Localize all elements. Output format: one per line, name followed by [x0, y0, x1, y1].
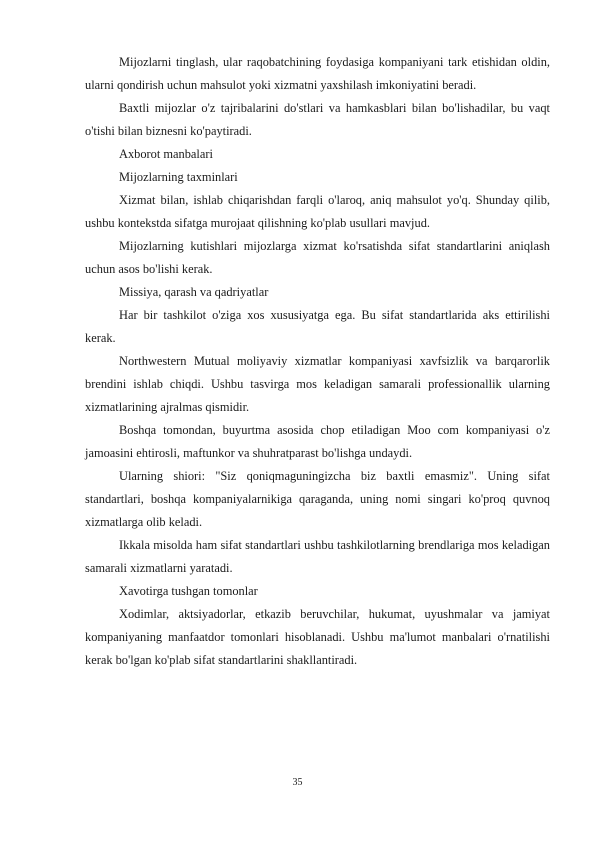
paragraph-8: Ularning shiori: "Siz qoniqmaguningizcha biz baxtli emasmiz". Uning sifat standartlari, boshqa kompaniyalarnikiga qaraganda, uning nomi singari ko'proq quvnoq xizmatlarga olib keladi. [85, 469, 550, 529]
document-body [85, 51, 550, 672]
heading-customer-expectations: Mijozlarning taxminlari [119, 170, 238, 184]
paragraph-4: Mijozlarning kutishlari mijozlarga xizmat ko'rsatishda sifat standartlarini aniqlash uchun asos bo'lishi kerak. [85, 239, 550, 276]
paragraph-6: Northwestern Mutual moliyaviy xizmatlar kompaniyasi xavfsizlik va barqarorlik brendini ishlab chiqdi. Ushbu tasvirga mos keladigan samarali professionallik ularning xizmatlarining ajralmas qismidir. [85, 354, 550, 414]
heading-stakeholders: Xavotirga tushgan tomonlar [119, 584, 258, 598]
paragraph-5: Har bir tashkilot o'ziga xos xususiyatga ega. Bu sifat standartlarida aks ettirilishi kerak. [85, 308, 550, 345]
heading-mission-vision-values: Missiya, qarash va qadriyatlar [119, 285, 269, 299]
heading-information-sources: Axborot manbalari [119, 147, 213, 161]
paragraph-1: Mijozlarni tinglash, ular raqobatchining foydasiga kompaniyani tark etishidan oldin, ularni qondirish uchun mahsulot yoki xizmatni yaxshilash imkoniyatini beradi. [85, 55, 550, 92]
paragraph-7: Boshqa tomondan, buyurtma asosida chop etiladigan Moo com kompaniyasi o'z jamoasini ehtirosli, maftunkor va shuhratparast bo'lishga undaydi. [85, 423, 550, 460]
paragraph-3: Xizmat bilan, ishlab chiqarishdan farqli o'laroq, aniq mahsulot yo'q. Shunday qilib, ushbu kontekstda sifatga murojaat qilishning ko'plab usullari mavjud. [85, 193, 550, 230]
paragraph-10: Xodimlar, aktsiyadorlar, etkazib beruvchilar, hukumat, uyushmalar va jamiyat kompaniyaning manfaatdor tomonlari hisoblanadi. Ushbu ma'lumot manbalari o'rnatilishi kerak bo'lgan ko'plab sifat standartlarini shakllantiradi. [85, 607, 550, 667]
paragraph-9: Ikkala misolda ham sifat standartlari ushbu tashkilotlarning brendlariga mos keladigan samarali xizmatlarni yaratadi. [85, 538, 550, 575]
page-number: 35 [292, 777, 303, 788]
paragraph-2: Baxtli mijozlar o'z tajribalarini do'stlari va hamkasblari bilan bo'lishadilar, bu vaqt o'tishi bilan biznesni ko'paytiradi. [85, 101, 550, 138]
